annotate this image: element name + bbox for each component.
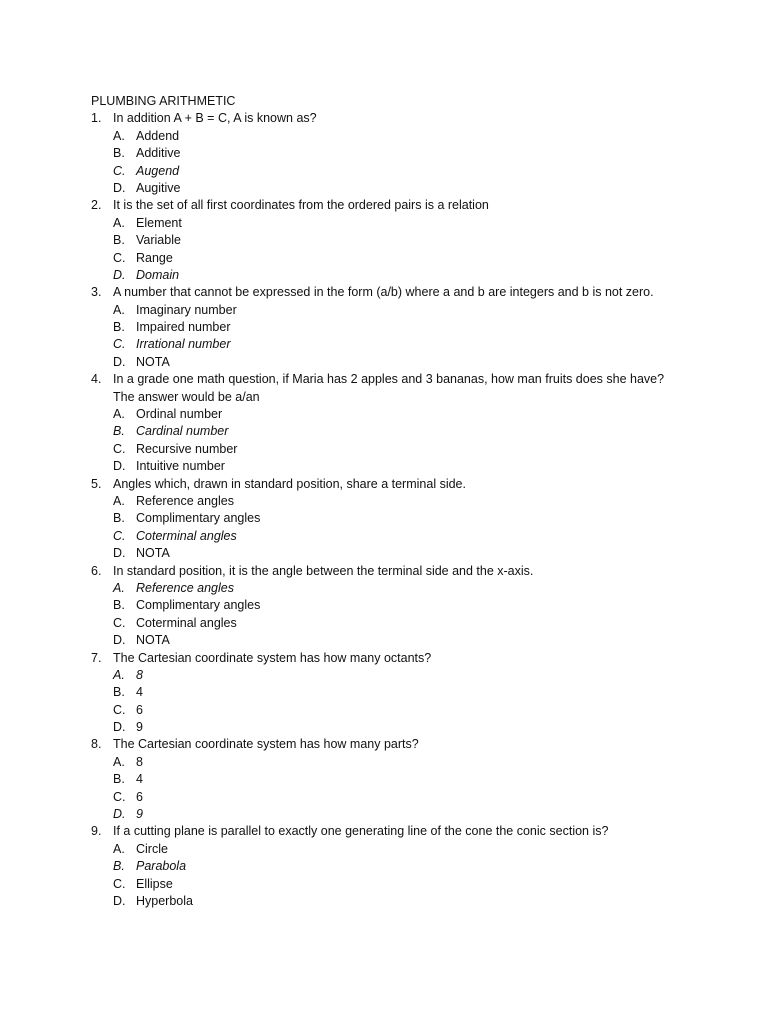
question-item: [91, 650, 708, 737]
option-letter: A.: [113, 128, 125, 143]
option-item: [91, 302, 708, 319]
question-item: [91, 476, 708, 563]
option-letter: D.: [113, 267, 126, 282]
option-text: Circle: [136, 841, 168, 856]
option-item: [91, 128, 708, 145]
question-line: [91, 371, 708, 388]
option-text: 4: [136, 772, 143, 787]
question-text: Angles which, drawn in standard position, share a terminal side.: [113, 476, 466, 491]
option-letter: A.: [113, 754, 125, 769]
question-line: [91, 650, 708, 667]
option-text: Complimentary angles: [136, 511, 261, 526]
option-letter: C.: [113, 702, 126, 717]
option-text: Reference angles: [136, 493, 234, 508]
option-text: 9: [136, 720, 143, 735]
question-item: [91, 371, 708, 475]
option-letter: B.: [113, 233, 125, 248]
option-letter: B.: [113, 424, 125, 439]
option-item: [91, 841, 708, 858]
option-item: [91, 615, 708, 632]
option-letter: B.: [113, 772, 125, 787]
option-list: [91, 128, 708, 198]
option-text: 8: [136, 667, 143, 682]
option-letter: C.: [113, 615, 126, 630]
option-letter: A.: [113, 215, 125, 230]
answer-option: [91, 267, 708, 284]
option-text: 4: [136, 685, 143, 700]
option-letter: C.: [113, 789, 126, 804]
option-list: [91, 667, 708, 737]
option-text: Irrational number: [136, 337, 231, 352]
option-letter: C.: [113, 337, 126, 352]
question-number: 3.: [91, 285, 102, 300]
option-item: [91, 458, 708, 475]
option-item: [91, 702, 708, 719]
question-number: 7.: [91, 650, 102, 665]
question-item: [91, 736, 708, 823]
option-item: [91, 232, 708, 249]
option-text: Imaginary number: [136, 302, 237, 317]
option-letter: B.: [113, 511, 125, 526]
option-text: Complimentary angles: [136, 598, 261, 613]
answer-option: [91, 423, 708, 440]
option-text: Coterminal angles: [136, 615, 237, 630]
option-item: [91, 719, 708, 736]
answer-option: [91, 528, 708, 545]
question-text: If a cutting plane is parallel to exactly one generating line of the cone the conic section is?: [113, 824, 609, 839]
option-list: [91, 493, 708, 563]
question-number: 4.: [91, 372, 102, 387]
question-text: In a grade one math question, if Maria has 2 apples and 3 bananas, how man fruits does she have?: [113, 372, 665, 387]
option-letter: D.: [113, 546, 126, 561]
question-line: [91, 823, 708, 840]
option-letter: B.: [113, 146, 125, 161]
option-item: [91, 684, 708, 701]
option-text: Intuitive number: [136, 459, 225, 474]
option-letter: C.: [113, 876, 126, 891]
option-list: [91, 406, 708, 476]
question-item: [91, 284, 708, 371]
option-letter: C.: [113, 528, 126, 543]
question-line: [91, 197, 708, 214]
question-text: The Cartesian coordinate system has how many octants?: [113, 650, 432, 665]
option-text: Recursive number: [136, 441, 238, 456]
option-letter: D.: [113, 354, 126, 369]
option-text: NOTA: [136, 546, 170, 561]
answer-option: [91, 806, 708, 823]
document-title: PLUMBING ARITHMETIC: [91, 94, 236, 108]
option-list: [91, 580, 708, 650]
option-text: 6: [136, 702, 143, 717]
option-item: [91, 771, 708, 788]
option-item: [91, 632, 708, 649]
option-item: [91, 893, 708, 910]
option-text: NOTA: [136, 354, 170, 369]
option-letter: C.: [113, 163, 126, 178]
option-item: [91, 754, 708, 771]
option-letter: D.: [113, 893, 126, 908]
question-item: [91, 110, 708, 197]
option-letter: C.: [113, 441, 126, 456]
option-letter: B.: [113, 598, 125, 613]
option-text: Variable: [136, 233, 181, 248]
option-text: Augend: [136, 163, 180, 178]
option-letter: D.: [113, 459, 126, 474]
option-text: Augitive: [136, 180, 181, 195]
question-text: A number that cannot be expressed in the form (a/b) where a and b are integers and b is not zero.: [113, 285, 654, 300]
option-letter: A.: [113, 667, 125, 682]
question-number: 8.: [91, 737, 102, 752]
answer-option: [91, 163, 708, 180]
question-list: [91, 110, 708, 910]
question-item: [91, 823, 708, 910]
option-letter: B.: [113, 859, 125, 874]
option-text: Element: [136, 215, 182, 230]
question-item: [91, 563, 708, 650]
question-number: 2.: [91, 198, 102, 213]
option-text: Parabola: [136, 859, 187, 874]
answer-option: [91, 336, 708, 353]
option-text: Reference angles: [136, 580, 234, 595]
option-text: 8: [136, 754, 143, 769]
question-text: In standard position, it is the angle between the terminal side and the x-axis.: [113, 563, 534, 578]
question-line: [91, 563, 708, 580]
option-list: [91, 215, 708, 285]
question-number: 5.: [91, 476, 102, 491]
question-line: [91, 476, 708, 493]
option-text: Additive: [136, 146, 181, 161]
option-letter: B.: [113, 320, 125, 335]
option-letter: A.: [113, 580, 125, 595]
option-letter: C.: [113, 250, 126, 265]
option-letter: B.: [113, 685, 125, 700]
option-letter: D.: [113, 633, 126, 648]
option-item: [91, 441, 708, 458]
answer-option: [91, 858, 708, 875]
question-item: [91, 197, 708, 284]
question-text: It is the set of all first coordinates from the ordered pairs is a relation: [113, 198, 489, 213]
option-text: Coterminal angles: [136, 528, 237, 543]
question-text: In addition A + B = C, A is known as?: [113, 111, 317, 126]
option-text: Hyperbola: [136, 893, 193, 908]
option-text: 9: [136, 807, 143, 822]
option-letter: D.: [113, 720, 126, 735]
option-text: NOTA: [136, 633, 170, 648]
option-item: [91, 406, 708, 423]
option-item: [91, 215, 708, 232]
option-letter: A.: [113, 841, 125, 856]
option-item: [91, 180, 708, 197]
option-item: [91, 510, 708, 527]
option-text: Domain: [136, 267, 180, 282]
option-list: [91, 754, 708, 824]
option-item: [91, 493, 708, 510]
option-letter: A.: [113, 493, 125, 508]
option-text: Cardinal number: [136, 424, 229, 439]
option-text: Addend: [136, 128, 180, 143]
option-item: [91, 876, 708, 893]
question-number: 9.: [91, 824, 102, 839]
option-item: [91, 545, 708, 562]
option-letter: D.: [113, 807, 126, 822]
option-text: Ellipse: [136, 876, 173, 891]
option-text: Ordinal number: [136, 407, 223, 422]
option-list: [91, 841, 708, 911]
answer-option: [91, 580, 708, 597]
question-number: 6.: [91, 563, 102, 578]
question-line: [91, 736, 708, 753]
option-list: [91, 302, 708, 372]
option-item: [91, 354, 708, 371]
option-text: Range: [136, 250, 173, 265]
option-item: [91, 319, 708, 336]
option-letter: D.: [113, 180, 126, 195]
answer-option: [91, 667, 708, 684]
question-text: The Cartesian coordinate system has how many parts?: [113, 737, 419, 752]
option-text: Impaired number: [136, 320, 231, 335]
question-number: 1.: [91, 111, 102, 126]
option-item: [91, 789, 708, 806]
option-item: [91, 250, 708, 267]
option-item: [91, 597, 708, 614]
question-text-continuation: The answer would be a/an: [113, 389, 260, 404]
option-item: [91, 145, 708, 162]
option-letter: A.: [113, 302, 125, 317]
option-text: 6: [136, 789, 143, 804]
question-line: [91, 110, 708, 127]
question-line: [91, 284, 708, 301]
option-letter: A.: [113, 407, 125, 422]
